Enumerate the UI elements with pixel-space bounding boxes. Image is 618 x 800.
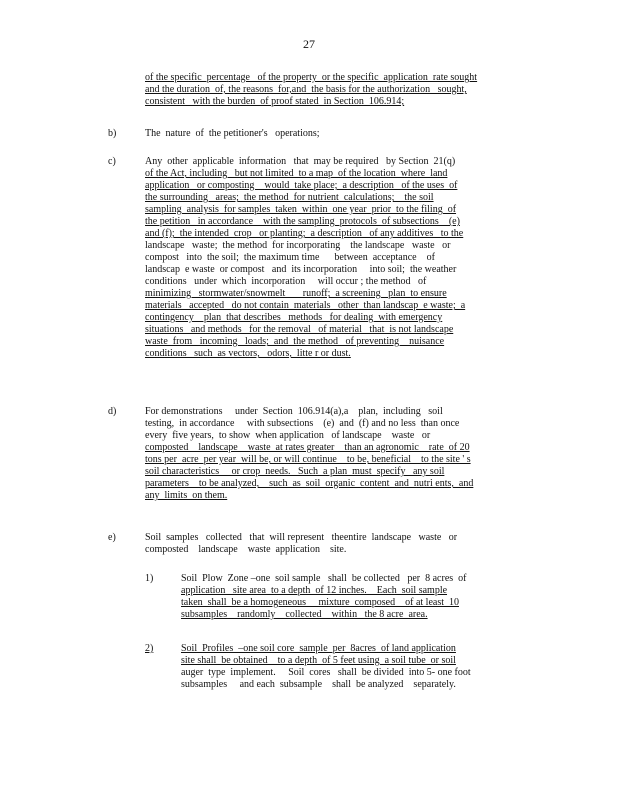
item-line: every five years, to show when application of landscape waste or: [145, 430, 431, 441]
item-line: composted landscape waste application site.: [145, 544, 347, 555]
intro-line: and the duration of, the reasons for,and the basis for the authorization sought,: [145, 84, 467, 95]
item-line: The nature of the petitioner's operations;: [145, 128, 320, 139]
item-line: any limits on them.: [145, 490, 228, 501]
subitem-line: site shall be obtained to a depth of 5 feet using a soil tube or soil: [181, 655, 456, 666]
item-line: waste from incoming loads; and the method of preventing nuisance: [145, 336, 445, 347]
item-label: e): [108, 532, 116, 543]
subitem-line: taken shall be a homogeneous mixture composed of at least 10: [181, 597, 459, 608]
item-line: conditions under which incorporation will occur ; the method of: [145, 276, 427, 287]
item-line: materials accepted do not contain materials other than landscap e waste; a: [145, 300, 466, 311]
item-line: sampling analysis for samples taken within one year prior to the filing of: [145, 204, 457, 215]
item-line: landscape waste; the method for incorporating the landscape waste or: [145, 240, 451, 251]
item-line: soil characteristics or crop needs. Such a plan must specify any soil: [145, 466, 445, 477]
item-line: conditions such as vectors, odors, litte r or dust.: [145, 348, 351, 359]
subitem-label: 2): [145, 643, 154, 654]
subitem-line: subsamples and each subsample shall be analyzed separately.: [181, 679, 456, 690]
item-line: application or composting would take place; a description of the uses of: [145, 180, 458, 191]
intro-line: consistent with the burden of proof stated in Section 106.914;: [145, 96, 405, 107]
subitem-line: auger type implement. Soil cores shall be divided into 5- one foot: [181, 667, 471, 678]
item-line: landscap e waste or compost and its incorporation into soil; the weather: [145, 264, 457, 275]
item-line: of the Act, including but not limited to a map of the location where land: [145, 168, 448, 179]
item-line: testing, in accordance with subsections (e) and (f) and no less than once: [145, 418, 460, 429]
item-line: minimizing stormwater/snowmelt runoff; a screening plan to ensure: [145, 288, 447, 299]
subitem-line: application site area to a depth of 12 inches. Each soil sample: [181, 585, 448, 596]
item-line: and (f); the intended crop or planting; a description of any additives to the: [145, 228, 464, 239]
page-number: 27: [303, 37, 315, 51]
item-line: composted landscape waste at rates greater than an agronomic rate of 20: [145, 442, 470, 453]
item-line: situations and methods for the removal of material that is not landscape: [145, 324, 454, 335]
item-label: d): [108, 406, 117, 417]
item-line: Soil samples collected that will represent theentire landscape waste or: [145, 532, 458, 543]
item-line: Any other applicable information that may be required by Section 21(q): [145, 156, 456, 167]
subitem-label: 1): [145, 573, 154, 584]
item-line: compost into the soil; the maximum time between acceptance of: [145, 252, 435, 263]
item-line: the surrounding areas; the method for nutrient calculations; the soil: [145, 192, 434, 203]
item-line: the petition in accordance with the sampling protocols of subsections (e): [145, 216, 460, 227]
item-line: parameters to be analyzed, such as soil organic content and nutri ents, and: [145, 478, 474, 489]
intro-line: of the specific percentage of the property or the specific application rate sought: [145, 72, 478, 83]
subitem-line: subsamples randomly collected within the 8 acre area.: [181, 609, 428, 620]
subitem-line: Soil Profiles –one soil core sample per 8acres of land application: [181, 643, 456, 654]
item-line: tons per acre per year will be, or will continue to be, beneficial to the site ' s: [145, 454, 471, 465]
item-line: contingency plan that describes methods for dealing with emergency: [145, 312, 443, 323]
item-line: For demonstrations under Section 106.914(a),a plan, including soil: [145, 406, 443, 417]
subitem-line: Soil Plow Zone –one soil sample shall be collected per 8 acres of: [181, 573, 467, 584]
item-label: b): [108, 128, 117, 139]
item-label: c): [108, 156, 116, 167]
